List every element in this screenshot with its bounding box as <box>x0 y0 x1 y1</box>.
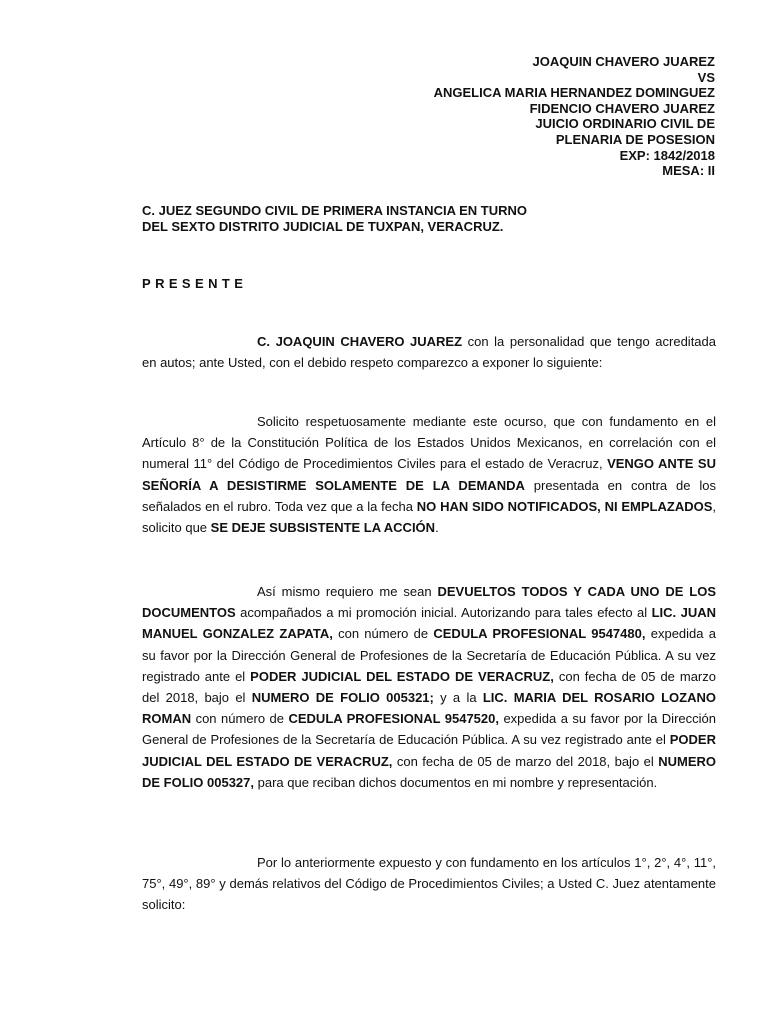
header-plaintiff: JOAQUIN CHAVERO JUAREZ <box>532 54 715 69</box>
header-versus: VS <box>697 69 715 85</box>
header-defendant-1: ANGELICA MARIA HERNANDEZ DOMINGUEZ <box>433 85 715 101</box>
header-defendant-2: FIDENCIO CHAVERO JUAREZ <box>529 100 715 116</box>
header-trial-subject: PLENARIA DE POSESION <box>555 131 715 147</box>
salutation: PRESENTE <box>142 276 248 291</box>
paragraph-introduction: C. JOAQUIN CHAVERO JUAREZ con la personalidad que tengo acreditada en autos; ante Usted, con el debido respeto comparezco a exponer lo siguiente: <box>142 334 716 371</box>
header-file-number: EXP: 1842/2018 <box>619 147 715 163</box>
header-desk: MESA: II <box>662 163 715 179</box>
addressee-line-2: DEL SEXTO DISTRITO JUDICIAL DE TUXPAN, VERACRUZ. <box>142 219 504 234</box>
addressee-block <box>142 203 527 235</box>
paragraph-withdrawal-request: Solicito respetuosamente mediante este ocurso, que con fundamento en el Artículo 8° de la Constitución Política de los Estados Unidos Mexicanos, en correlación con el numeral 11° del Código de Procedimientos Civiles para el estado de Veracruz, VENGO ANTE SU SEÑORÍA A DESISTIRME SOLAMENTE DE LA DEMANDA presentada en contra de los señalados en el rubro. Toda vez que a la fecha NO HAN SIDO NOTIFICADOS, NI EMPLAZADOS, solicito que SE DEJE SUBSISTENTE LA ACCIÓN. <box>142 414 717 536</box>
case-header <box>434 54 715 179</box>
addressee-line-1: C. JUEZ SEGUNDO CIVIL DE PRIMERA INSTANCIA EN TURNO <box>142 203 527 218</box>
paragraph-document-return: Así mismo requiero me sean DEVUELTOS TODOS Y CADA UNO DE LOS DOCUMENTOS acompañados a mi promoción inicial. Autorizando para tales efecto al LIC. JUAN MANUEL GONZALEZ ZAPATA, con número de CEDULA PROFESIONAL 9547480, expedida a su favor por la Dirección General de Profesiones de la Secretaría de Educación Pública. A su vez registrado ante el PODER JUDICIAL DEL ESTADO DE VERACRUZ, con fecha de 05 de marzo del 2018, bajo el NUMERO DE FOLIO 005321; y a la LIC. MARIA DEL ROSARIO LOZANO ROMAN con número de CEDULA PROFESIONAL 9547520, expedida a su favor por la Dirección General de Profesiones de la Secretaría de Educación Pública. A su vez registrado ante el PODER JUDICIAL DEL ESTADO DE VERACRUZ, con fecha de 05 de marzo del 2018, bajo el NUMERO DE FOLIO 005327, para que reciban dichos documentos en mi nombre y representación. <box>142 584 716 790</box>
paragraph-legal-basis: Por lo anteriormente expuesto y con fundamento en los artículos 1°, 2°, 4°, 11°, 75°, 49°, 89° y demás relativos del Código de Procedimientos Civiles; a Usted C. Juez atentamente solicito: <box>142 855 716 913</box>
header-trial-type: JUICIO ORDINARIO CIVIL DE <box>535 116 715 132</box>
